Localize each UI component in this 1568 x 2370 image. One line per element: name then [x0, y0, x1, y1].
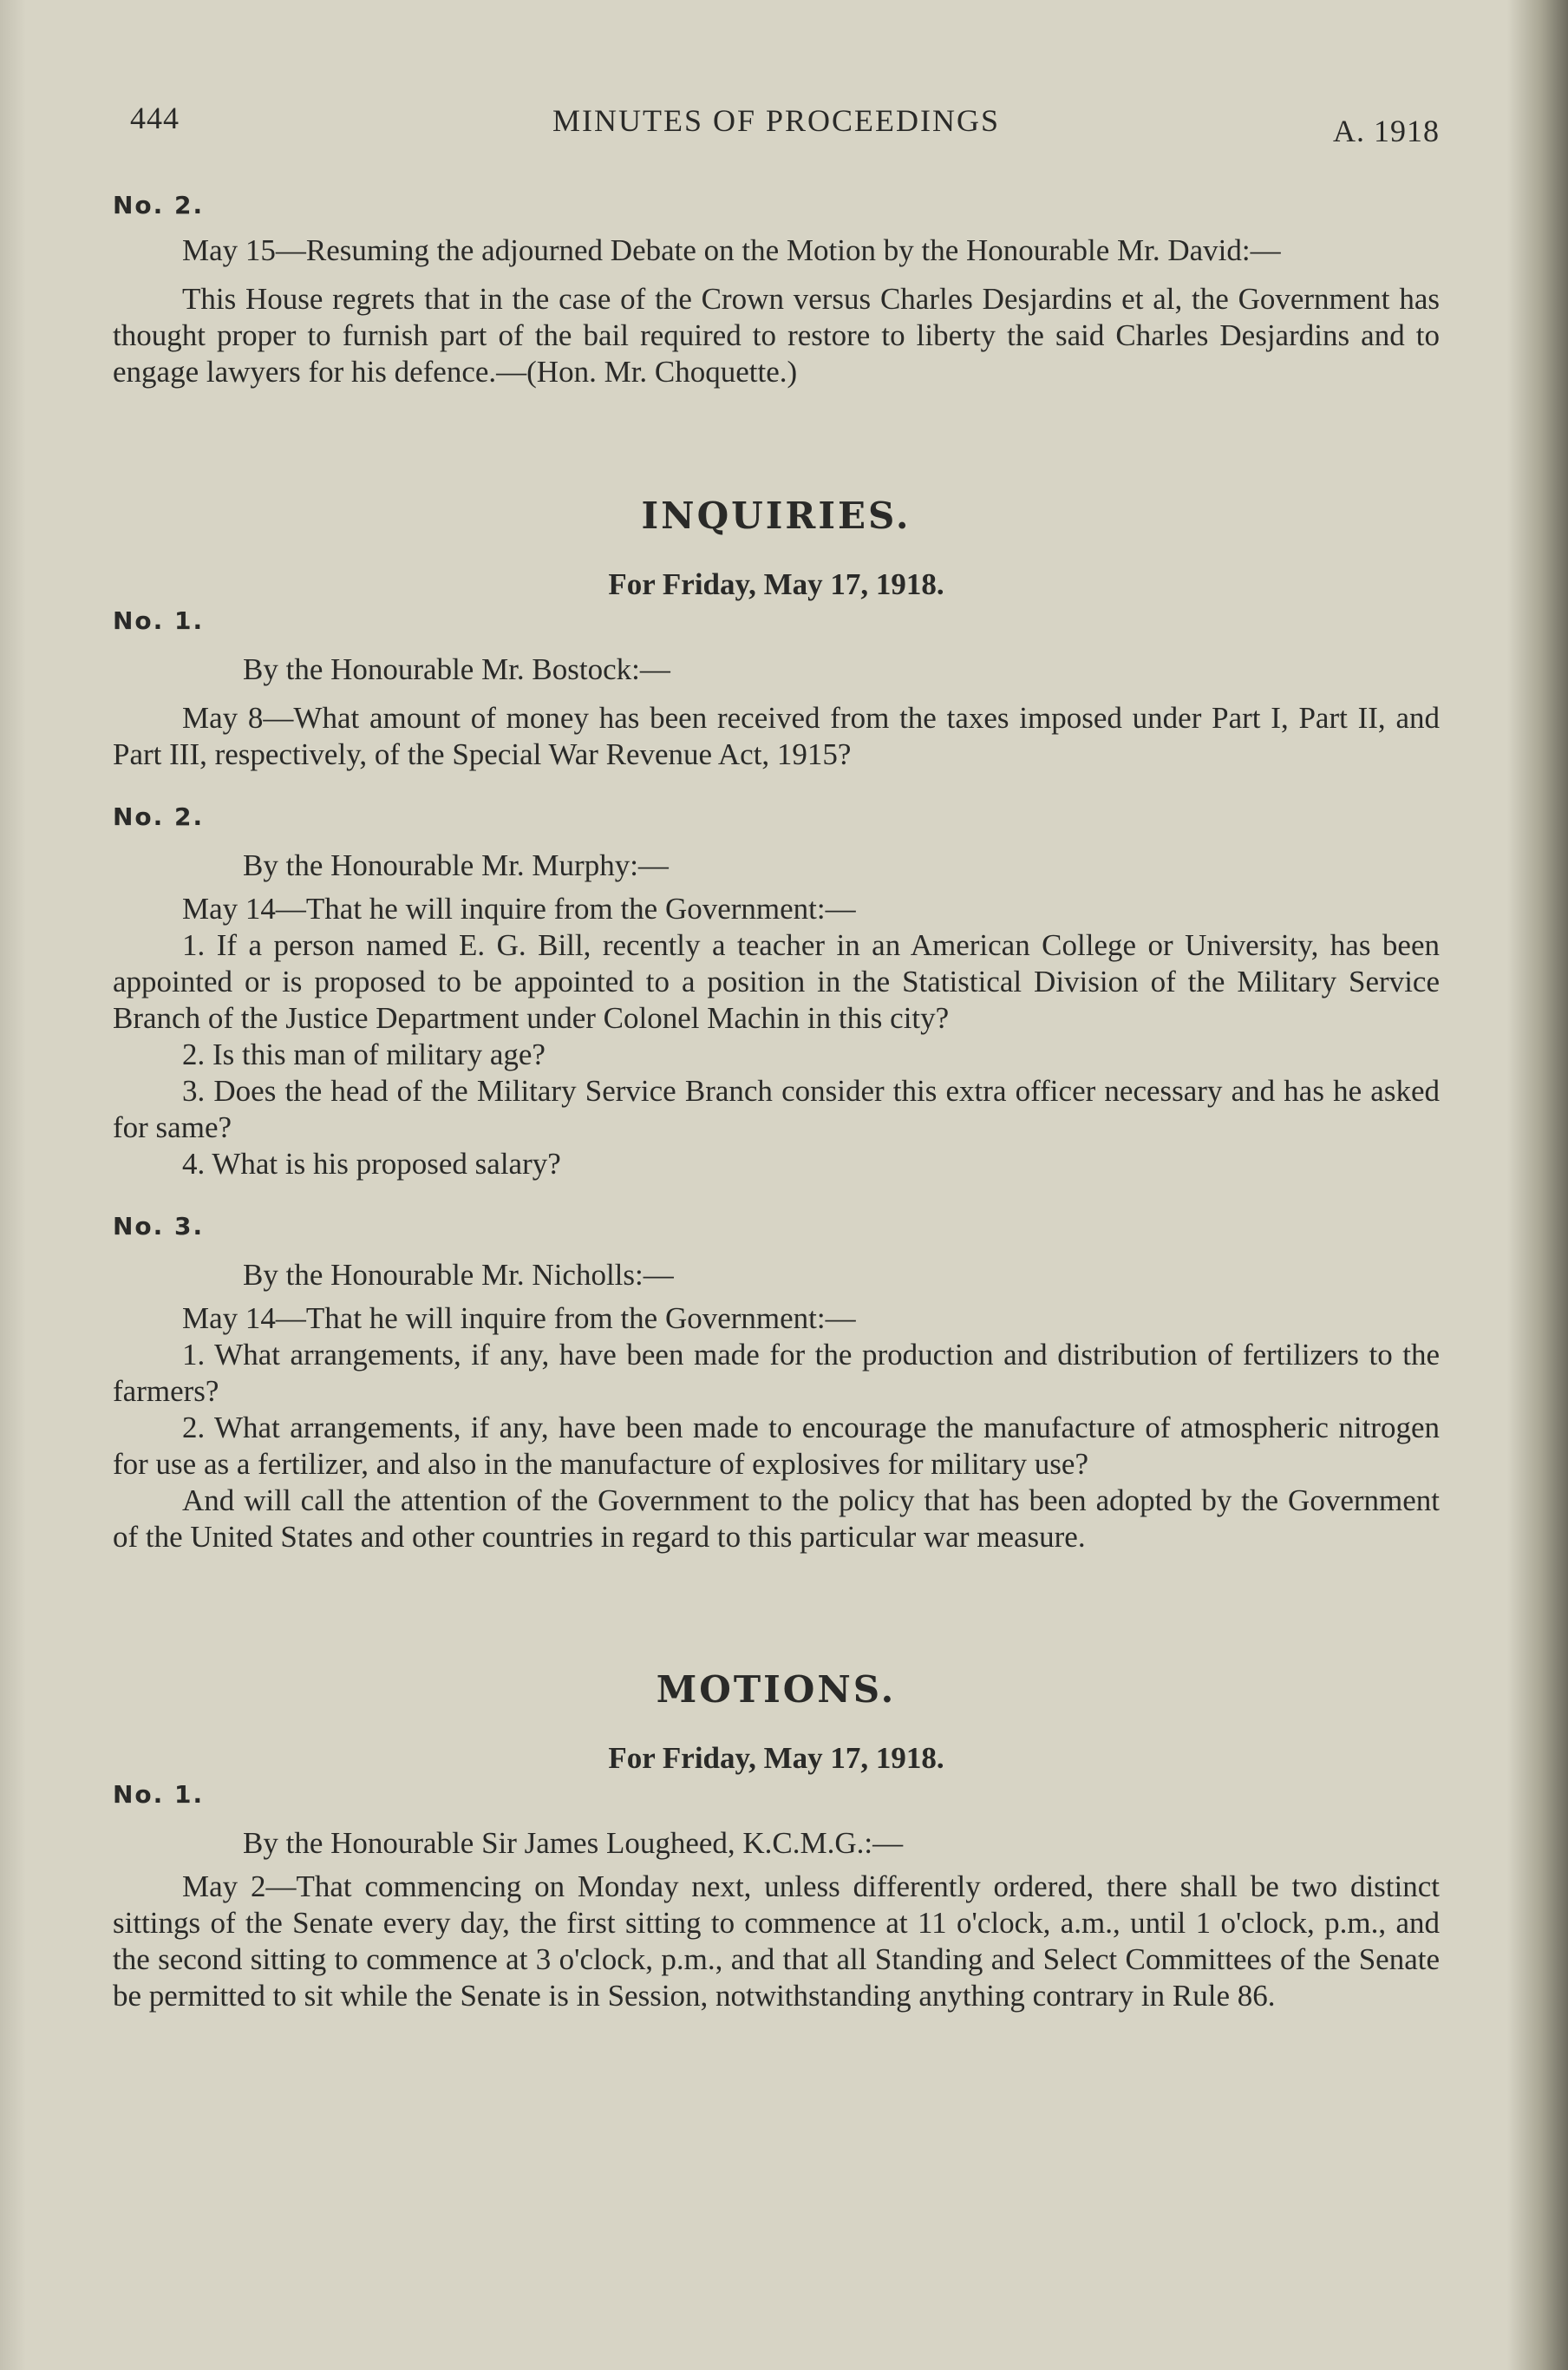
motion-text: This House regrets that in the case of the Crown versus Charles Desjardins et al, the Government has thought proper to furnish part of the bail required to restore to liberty the said Charles Desjardins and to engage lawyers for his defence.—(Hon. Mr. Choquette.) — [113, 282, 1440, 389]
item-number: No. 1. — [113, 606, 205, 635]
paragraph: May 8—What amount of money has been received from the taxes imposed under Part I, Part II, and Part III, respectively, of the Special War Revenue Act, 1915? — [113, 701, 1440, 771]
inquiry-item — [113, 603, 1440, 773]
item-intro: May 15—Resuming the adjourned Debate on the Motion by the Honourable Mr. David:— — [182, 233, 1281, 267]
paragraph: 2. What arrangements, if any, have been made to encourage the manufacture of atmospheric nitrogen for use as a fertilizer, and also in the manufacture of explosives for military use? — [113, 1411, 1440, 1481]
byline: By the Honourable Sir James Lougheed, K.C.M.G.:— — [243, 1826, 904, 1860]
date-heading: For Friday, May 17, 1918. — [608, 1741, 944, 1775]
section-heading: INQUIRIES. — [641, 494, 911, 537]
header-title: MINUTES OF PROCEEDINGS — [552, 103, 1001, 138]
byline: By the Honourable Mr. Nicholls:— — [243, 1258, 674, 1292]
item-number: No. 1. — [113, 1780, 205, 1809]
header-year: A. 1918 — [1333, 114, 1440, 148]
top-item — [113, 187, 1440, 390]
page-content — [113, 87, 1440, 2014]
item-number: No. 2. — [113, 191, 205, 219]
inquiry-item — [113, 799, 1440, 1182]
paragraph: 4. What is his proposed salary? — [182, 1147, 561, 1181]
motion-item — [113, 1777, 1440, 2014]
paragraph: May 14—That he will inquire from the Government:— — [182, 1301, 856, 1335]
section-heading: MOTIONS. — [656, 1668, 897, 1711]
inquiries-section — [113, 494, 1440, 1555]
paragraph: May 2—That commencing on Monday next, unless differently ordered, there shall be two distinct sittings of the Senate every day, the first sitting to commence at 11 o'clock, a.m., until 1 o'clock, p.m., and the second sitting to commence at 3 o'clock, p.m., and that all Standing and Select Committees of the Senate be permitted to sit while the Senate is in Session, notwithstanding anything contrary in Rule 86. — [113, 1869, 1440, 2013]
paragraph: 1. If a person named E. G. Bill, recently a teacher in an American College or University, has been appointed or is proposed to be appointed to a position in the Statistical Division of the Military Service Branch of the Justice Department under Colonel Machin in this city? — [113, 928, 1440, 1035]
paragraph: 1. What arrangements, if any, have been made for the production and distribution of fertilizers to the farmers? — [113, 1338, 1440, 1408]
byline: By the Honourable Mr. Murphy:— — [243, 848, 669, 882]
paragraph: And will call the attention of the Government to the policy that has been adopted by the Government of the United States and other countries in regard to this particular war measure. — [113, 1483, 1440, 1554]
item-number: No. 3. — [113, 1212, 205, 1241]
byline: By the Honourable Mr. Bostock:— — [243, 652, 670, 686]
running-header — [113, 87, 1440, 147]
item-number: No. 2. — [113, 802, 205, 831]
paragraph: 2. Is this man of military age? — [182, 1038, 546, 1071]
paragraph: 3. Does the head of the Military Service Branch consider this extra officer necessary and has he asked for same? — [113, 1074, 1440, 1144]
date-heading: For Friday, May 17, 1918. — [608, 567, 944, 601]
page-edge-left — [0, 0, 26, 2370]
page-number: 444 — [130, 101, 180, 135]
inquiry-item — [113, 1208, 1440, 1555]
page-binding-shadow — [1507, 0, 1568, 2370]
motions-section — [113, 1668, 1440, 2014]
paragraph: May 14—That he will inquire from the Government:— — [182, 892, 856, 926]
